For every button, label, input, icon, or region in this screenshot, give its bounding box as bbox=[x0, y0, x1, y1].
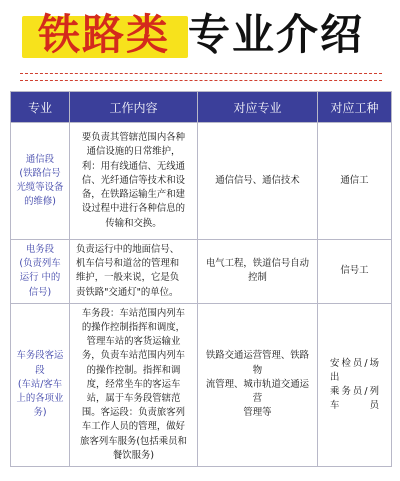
major-line: 务) bbox=[33, 407, 47, 419]
specialty-line: 管理等 bbox=[243, 407, 272, 419]
table-row bbox=[11, 123, 392, 240]
content-cell bbox=[70, 123, 198, 240]
major-line: 信号) bbox=[28, 286, 52, 298]
major-line: 车务段客运 bbox=[16, 350, 64, 362]
content-line: 车务段：车站范围内列车 bbox=[81, 307, 186, 319]
table-row bbox=[11, 303, 392, 466]
major-cell bbox=[11, 240, 70, 304]
specialty-cell: 电气工程，铁道信号自动控制 bbox=[198, 240, 318, 304]
content-line: 信、光纤通信等技术和设 bbox=[81, 174, 186, 186]
content-line: 机车信号和道岔的管理和 bbox=[76, 258, 180, 270]
header-specialty: 对应专业 bbox=[198, 92, 318, 123]
content-line: 旅客列车服务(包括乘员和 bbox=[80, 435, 187, 447]
major-cell bbox=[11, 123, 70, 240]
table-row bbox=[11, 240, 392, 304]
specialty-line: 铁路交通运营管理、铁路物 bbox=[205, 350, 310, 376]
title-banner bbox=[0, 0, 400, 74]
content-line: 备，在铁路运输生产和建 bbox=[81, 189, 186, 201]
content-line: 围。客运段：负责旅客列 bbox=[81, 407, 186, 419]
content-line: 责铁路"交通灯"的单位。 bbox=[76, 286, 179, 298]
header-content: 工作内容 bbox=[70, 92, 198, 123]
major-line: 的维修) bbox=[24, 196, 56, 208]
content-line: 的操作控制指挥和调度， bbox=[81, 322, 186, 334]
job-cell: 信号工 bbox=[318, 240, 392, 304]
job-line: 乘务员/列车员 bbox=[330, 385, 379, 412]
job-cell: 通信工 bbox=[318, 123, 392, 240]
title-part-2: 专业介绍 bbox=[188, 10, 365, 59]
content-line: 传输和交换。 bbox=[105, 217, 162, 229]
content-line: 设过程中进行各种信息的 bbox=[81, 203, 186, 215]
content-line: 管理车站的客货运输业 bbox=[86, 336, 181, 348]
title-part-1: 铁路类 bbox=[38, 10, 171, 59]
major-line: 通信段 bbox=[25, 153, 55, 165]
content-line: 餐饮服务) bbox=[112, 449, 155, 461]
major-line: (负责列车 bbox=[19, 258, 61, 270]
content-line: 要负责其管辖范围内各种 bbox=[81, 132, 186, 144]
job-cell bbox=[318, 303, 392, 466]
content-line: 度，经常坐车的客运车 bbox=[86, 378, 181, 390]
major-line: (车站/客车 bbox=[17, 378, 63, 390]
major-line: 段 bbox=[35, 364, 45, 376]
content-line: 站，属于车务段管辖范 bbox=[86, 393, 181, 405]
table-header-row bbox=[11, 92, 392, 123]
major-line: 电务段 bbox=[25, 244, 55, 255]
major-table bbox=[10, 91, 392, 467]
content-line: 务，负责车站范围内列车 bbox=[81, 350, 186, 362]
content-line: 利：用有线通信、无线通 bbox=[81, 160, 186, 172]
dashed-divider-top bbox=[20, 73, 382, 74]
major-line: 上的各项业 bbox=[16, 393, 64, 405]
header-job: 对应工种 bbox=[318, 92, 392, 123]
specialty-line: 流管理、城市轨道交通运营 bbox=[205, 378, 310, 405]
specialty-cell: 通信信号、通信技术 bbox=[198, 123, 318, 240]
major-cell bbox=[11, 303, 70, 466]
content-line: 车工作人员的管理，做好 bbox=[81, 421, 186, 433]
content-line: 通信设施的日常维护， bbox=[86, 146, 181, 158]
specialty-cell bbox=[198, 303, 318, 466]
content-line: 维护，一般来说，它是负 bbox=[76, 272, 180, 284]
content-line: 负责运行中的地面信号、 bbox=[76, 244, 180, 255]
major-line: 光缆等设备 bbox=[16, 182, 64, 193]
major-line: (铁路信号 bbox=[19, 167, 61, 179]
content-line: 的操作控制。指挥和调 bbox=[86, 364, 181, 376]
header-major: 专业 bbox=[11, 92, 70, 123]
content-cell bbox=[70, 240, 198, 304]
job-line: 安检员/场出 bbox=[330, 357, 379, 383]
content-cell bbox=[70, 303, 198, 466]
dashed-divider-bottom bbox=[20, 80, 382, 81]
major-line: 运行 中的 bbox=[19, 272, 61, 284]
